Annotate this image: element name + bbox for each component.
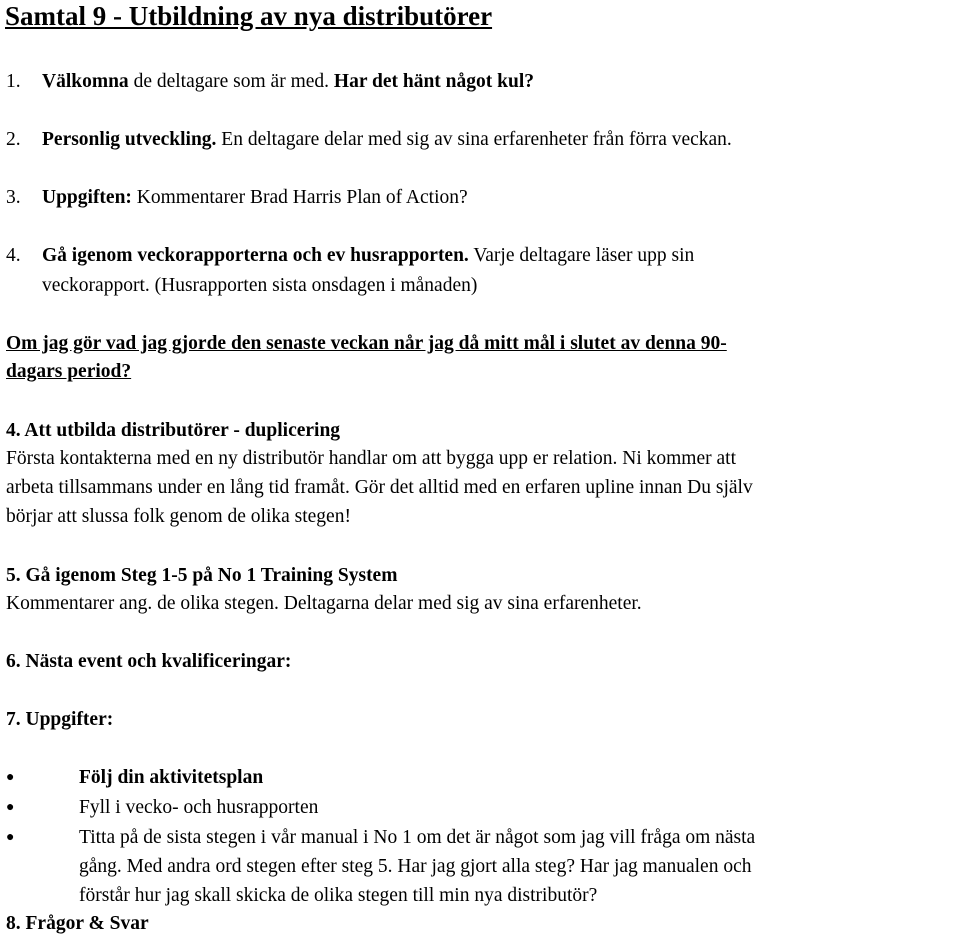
item-number: 4. [6,245,21,266]
goal-question-line-2: dagars period? [6,361,132,382]
item-bold: Gå igenom veckorapporterna och ev husrapporten. [42,245,469,266]
agenda-item-3 [6,186,468,210]
section-6-heading: 6. Nästa event och kvalificeringar: [6,651,292,672]
agenda-item-2 [6,128,732,152]
task-bullet-1: Följ din aktivitetsplan [79,767,264,788]
section-8-heading: 8. Frågor & Svar [6,913,149,934]
bullet-icon: ● [6,830,15,845]
goal-question-line-1: Om jag gör vad jag gjorde den senaste veckan når jag då mitt mål i slutet av denna 90- [6,333,727,354]
section-5-heading: 5. Gå igenom Steg 1-5 på No 1 Training System [6,565,398,586]
item-text: de deltagare som är med. [128,71,334,92]
section-4-line-3: börjar att slussa folk genom de olika stegen! [6,506,351,527]
section-7-heading: 7. Uppgifter: [6,709,114,730]
item-number: 1. [6,71,21,92]
item-bold: Välkomna [42,71,129,92]
section-5-line: Kommentarer ang. de olika stegen. Deltagarna delar med sig av sina erfarenheter. [6,593,642,614]
task-bullet-3-line-1: Titta på de sista stegen i vår manual i No 1 om det är något som jag vill fråga om nästa [79,827,756,848]
section-4-line-1: Första kontakterna med en ny distributör handlar om att bygga upp er relation. Ni kommer att [6,448,736,469]
task-bullet-3-line-3: förstår hur jag skall skicka de olika stegen till min nya distributör? [79,885,598,906]
item-text: En deltagare delar med sig av sina erfarenheter från förra veckan. [216,129,732,150]
agenda-item-4 [6,244,694,268]
item-bold: Uppgiften: [42,187,132,208]
task-bullet-3-line-2: gång. Med andra ord stegen efter steg 5. Har jag gjort alla steg? Har jag manualen och [79,856,752,877]
item-text: Kommentarer Brad Harris Plan of Action? [131,187,468,208]
item-number: 3. [6,187,21,208]
item-number: 2. [6,129,21,150]
document-title: Samtal 9 - Utbildning av nya distributörer [5,1,493,31]
item-bold: Personlig utveckling. [42,129,217,150]
item-text: Varje deltagare läser upp sin [468,245,695,266]
section-4-line-2: arbeta tillsammans under en lång tid framåt. Gör det alltid med en erfaren upline innan Du själv [6,477,753,498]
agenda-item-1 [6,70,534,94]
item-bold-2: Har det hänt något kul? [333,71,535,92]
bullet-icon: ● [6,770,15,785]
task-bullet-2: Fyll i vecko- och husrapporten [79,797,319,818]
bullet-icon: ● [6,800,15,815]
section-4-heading: 4. Att utbilda distributörer - duplicering [6,420,341,441]
agenda-item-4-continued: veckorapport. (Husrapporten sista onsdagen i månaden) [42,275,478,296]
